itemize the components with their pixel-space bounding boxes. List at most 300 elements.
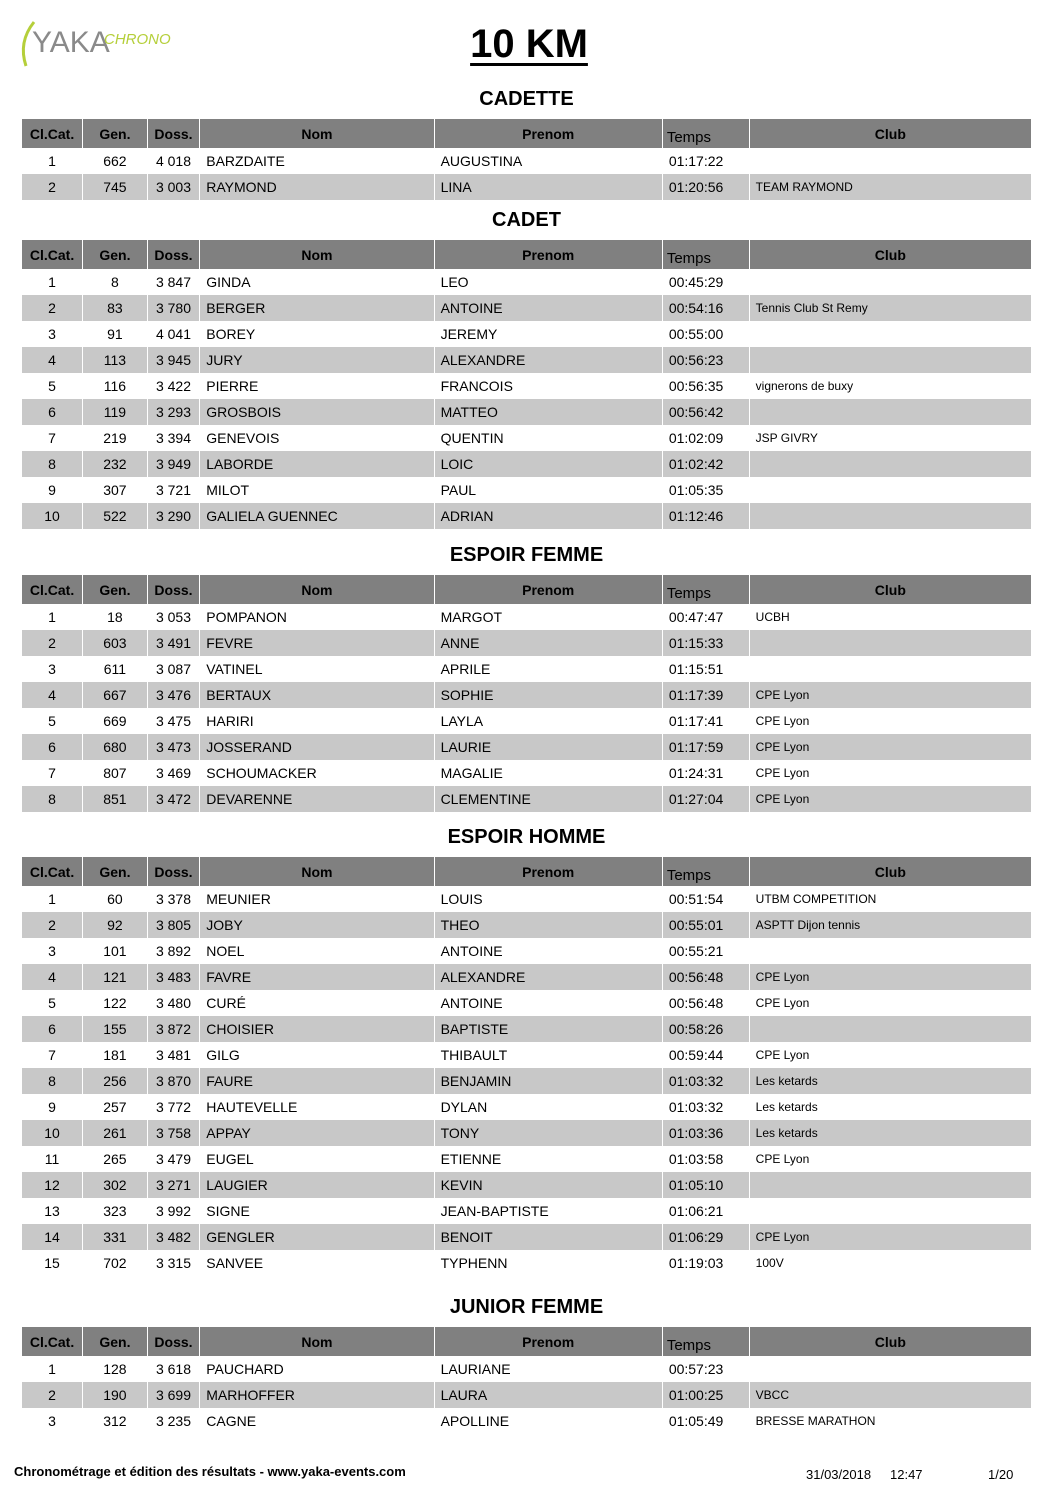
col-gen-header: Gen. — [83, 857, 148, 886]
table-header-row — [22, 1327, 1031, 1356]
club-cell: UCBH — [755, 610, 790, 624]
bib-cell: 3 847 — [147, 269, 200, 295]
firstname-cell: ALEXANDRE — [434, 347, 662, 373]
gen-cell: 257 — [83, 1094, 148, 1120]
time-cell: 00:51:54 — [662, 886, 749, 912]
gen-cell: 745 — [83, 174, 148, 200]
gen-cell: 60 — [83, 886, 148, 912]
col-gen-header: Gen. — [83, 240, 148, 269]
rank-cell: 1 — [22, 148, 83, 174]
club-cell: CPE Lyon — [755, 996, 810, 1010]
time-cell: 00:57:23 — [662, 1356, 749, 1382]
rank-cell: 5 — [22, 373, 83, 399]
club-cell — [749, 269, 1031, 295]
bib-cell: 3 805 — [147, 912, 200, 938]
col-temps-header: Temps — [662, 575, 749, 604]
name-cell: LABORDE — [200, 451, 434, 477]
club-cell: ASPTT Dijon tennis — [749, 912, 1031, 938]
firstname-cell: APRILE — [434, 656, 662, 682]
rank-cell: 6 — [22, 399, 83, 425]
time-cell: 01:17:39 — [662, 682, 749, 708]
col-gen-header: Gen. — [83, 575, 148, 604]
gen-cell: 232 — [83, 451, 148, 477]
time-cell: 01:05:10 — [662, 1172, 749, 1198]
col-doss-header: Doss. — [147, 119, 200, 148]
results-table — [22, 857, 1031, 1276]
table-row — [22, 1042, 1031, 1068]
bib-cell: 3 480 — [147, 990, 200, 1016]
name-cell: FAVRE — [200, 964, 434, 990]
table-row — [22, 373, 1031, 399]
table-row — [22, 938, 1031, 964]
col-clcat-header: Cl.Cat. — [22, 1327, 83, 1356]
gen-cell: 611 — [83, 656, 148, 682]
club-cell: CPE Lyon — [755, 1048, 810, 1062]
col-clcat-header: Cl.Cat. — [22, 119, 83, 148]
rank-cell: 15 — [22, 1250, 83, 1276]
bib-cell: 3 422 — [147, 373, 200, 399]
firstname-cell: LOUIS — [434, 886, 662, 912]
gen-cell: 851 — [83, 786, 148, 812]
col-doss-header: Doss. — [147, 857, 200, 886]
time-cell: 00:56:23 — [662, 347, 749, 373]
time-cell: 00:59:44 — [662, 1042, 749, 1068]
firstname-cell: ANNE — [434, 630, 662, 656]
results-table — [22, 1327, 1031, 1434]
firstname-cell: AUGUSTINA — [434, 148, 662, 174]
category-title: ESPOIR HOMME — [447, 826, 606, 848]
time-cell: 00:56:35 — [662, 373, 749, 399]
bib-cell: 3 872 — [147, 1016, 200, 1042]
name-cell: VATINEL — [200, 656, 434, 682]
club-cell — [749, 656, 1031, 682]
rank-cell: 3 — [22, 321, 83, 347]
category-title: ESPOIR FEMME — [449, 544, 604, 566]
time-cell: 01:05:35 — [662, 477, 749, 503]
club-cell: CPE Lyon — [749, 1224, 1031, 1250]
name-cell: MARHOFFER — [200, 1382, 434, 1408]
firstname-cell: LINA — [434, 174, 662, 200]
time-cell: 01:03:32 — [662, 1068, 749, 1094]
time-cell: 00:55:21 — [662, 938, 749, 964]
name-cell: BARZDAITE — [200, 148, 434, 174]
firstname-cell: PAUL — [434, 477, 662, 503]
name-cell: BERTAUX — [200, 682, 434, 708]
bib-cell: 3 293 — [147, 399, 200, 425]
bib-cell: 3 003 — [147, 174, 200, 200]
table-row — [22, 269, 1031, 295]
bib-cell: 3 271 — [147, 1172, 200, 1198]
bib-cell: 3 087 — [147, 656, 200, 682]
gen-cell: 669 — [83, 708, 148, 734]
club-cell: CPE Lyon — [755, 766, 810, 780]
table-row — [22, 321, 1031, 347]
name-cell: CAGNE — [200, 1408, 434, 1434]
rank-cell: 9 — [22, 1094, 83, 1120]
club-cell — [749, 1016, 1031, 1042]
table-row — [22, 708, 1031, 734]
club-cell: CPE Lyon — [755, 714, 810, 728]
firstname-cell: BENOIT — [434, 1224, 662, 1250]
club-cell: Les ketards — [755, 1100, 818, 1114]
time-cell: 01:06:29 — [662, 1224, 749, 1250]
bib-cell: 3 378 — [147, 886, 200, 912]
name-cell: GILG — [200, 1042, 434, 1068]
gen-cell: 128 — [83, 1356, 148, 1382]
time-cell: 01:15:51 — [662, 656, 749, 682]
table-row — [22, 1408, 1031, 1434]
gen-cell: 155 — [83, 1016, 148, 1042]
gen-cell: 181 — [83, 1042, 148, 1068]
rank-cell: 4 — [22, 682, 83, 708]
results-table — [22, 240, 1031, 529]
name-cell: PIERRE — [200, 373, 434, 399]
rank-cell: 3 — [22, 938, 83, 964]
table-row — [22, 1172, 1031, 1198]
svg-text:YAKA: YAKA — [32, 26, 110, 59]
name-cell: BERGER — [200, 295, 434, 321]
bib-cell: 3 472 — [147, 786, 200, 812]
rank-cell: 10 — [22, 1120, 83, 1146]
bib-cell: 3 721 — [147, 477, 200, 503]
firstname-cell: SOPHIE — [434, 682, 662, 708]
table-row — [22, 425, 1031, 451]
bib-cell: 3 772 — [147, 1094, 200, 1120]
bib-cell: 3 758 — [147, 1120, 200, 1146]
gen-cell: 312 — [83, 1408, 148, 1434]
table-row — [22, 964, 1031, 990]
table-row — [22, 760, 1031, 786]
time-cell: 01:17:22 — [662, 148, 749, 174]
name-cell: GINDA — [200, 269, 434, 295]
col-prenom-header: Prenom — [434, 119, 662, 148]
table-row — [22, 347, 1031, 373]
table-row — [22, 1250, 1031, 1276]
club-cell: vignerons de buxy — [755, 379, 854, 393]
table-row — [22, 630, 1031, 656]
gen-cell: 667 — [83, 682, 148, 708]
table-row — [22, 399, 1031, 425]
gen-cell: 302 — [83, 1172, 148, 1198]
name-cell: MILOT — [200, 477, 434, 503]
rank-cell: 2 — [22, 1382, 83, 1408]
club-cell — [749, 1172, 1031, 1198]
name-cell: APPAY — [200, 1120, 434, 1146]
time-cell: 00:55:00 — [662, 321, 749, 347]
club-cell — [749, 630, 1031, 656]
time-cell: 01:03:32 — [662, 1094, 749, 1120]
bib-cell: 3 618 — [147, 1356, 200, 1382]
table-row — [22, 886, 1031, 912]
firstname-cell: LAURA — [434, 1382, 662, 1408]
club-cell: CPE Lyon — [749, 734, 1031, 760]
table-row — [22, 451, 1031, 477]
rank-cell: 2 — [22, 630, 83, 656]
firstname-cell: JEAN-BAPTISTE — [434, 1198, 662, 1224]
table-row — [22, 1146, 1031, 1172]
table-header-row — [22, 240, 1031, 269]
rank-cell: 5 — [22, 990, 83, 1016]
time-cell: 01:12:46 — [662, 503, 749, 529]
time-cell: 01:02:09 — [662, 425, 749, 451]
club-cell — [749, 1356, 1031, 1382]
club-cell: CPE Lyon — [749, 786, 1031, 812]
club-cell — [749, 399, 1031, 425]
results-table — [22, 119, 1031, 200]
rank-cell: 7 — [22, 1042, 83, 1068]
table-row — [22, 1120, 1031, 1146]
rank-cell: 3 — [22, 656, 83, 682]
col-temps-header: Temps — [662, 857, 749, 886]
rank-cell: 7 — [22, 760, 83, 786]
bib-cell: 3 491 — [147, 630, 200, 656]
gen-cell: 323 — [83, 1198, 148, 1224]
firstname-cell: TONY — [434, 1120, 662, 1146]
name-cell: FAURE — [200, 1068, 434, 1094]
bib-cell: 4 018 — [147, 148, 200, 174]
time-cell: 01:06:21 — [662, 1198, 749, 1224]
firstname-cell: ANTOINE — [434, 295, 662, 321]
table-row — [22, 656, 1031, 682]
rank-cell: 8 — [22, 1068, 83, 1094]
gen-cell: 807 — [83, 760, 148, 786]
club-cell: CPE Lyon — [749, 964, 1031, 990]
bib-cell: 3 945 — [147, 347, 200, 373]
table-row — [22, 1382, 1031, 1408]
col-nom-header: Nom — [200, 1327, 434, 1356]
name-cell: SCHOUMACKER — [200, 760, 434, 786]
rank-cell: 3 — [22, 1408, 83, 1434]
col-clcat-header: Cl.Cat. — [22, 240, 83, 269]
time-cell: 01:17:59 — [662, 734, 749, 760]
table-row — [22, 174, 1031, 200]
col-club-header: Club — [749, 240, 1031, 269]
name-cell: JOBY — [200, 912, 434, 938]
club-cell — [749, 938, 1031, 964]
time-cell: 00:56:48 — [662, 990, 749, 1016]
bib-cell: 3 476 — [147, 682, 200, 708]
col-doss-header: Doss. — [147, 240, 200, 269]
name-cell: FEVRE — [200, 630, 434, 656]
gen-cell: 91 — [83, 321, 148, 347]
time-cell: 01:00:25 — [662, 1382, 749, 1408]
firstname-cell: BAPTISTE — [434, 1016, 662, 1042]
firstname-cell: ETIENNE — [434, 1146, 662, 1172]
col-doss-header: Doss. — [147, 575, 200, 604]
firstname-cell: KEVIN — [434, 1172, 662, 1198]
name-cell: NOEL — [200, 938, 434, 964]
col-temps-header: Temps — [662, 240, 749, 269]
col-gen-header: Gen. — [83, 1327, 148, 1356]
gen-cell: 116 — [83, 373, 148, 399]
name-cell: MEUNIER — [200, 886, 434, 912]
club-cell — [749, 477, 1031, 503]
rank-cell: 11 — [22, 1146, 83, 1172]
gen-cell: 603 — [83, 630, 148, 656]
gen-cell: 113 — [83, 347, 148, 373]
results-table — [22, 575, 1031, 812]
name-cell: GROSBOIS — [200, 399, 434, 425]
name-cell: HAUTEVELLE — [200, 1094, 434, 1120]
firstname-cell: BENJAMIN — [434, 1068, 662, 1094]
time-cell: 01:27:04 — [662, 786, 749, 812]
gen-cell: 92 — [83, 912, 148, 938]
time-cell: 01:03:58 — [662, 1146, 749, 1172]
col-prenom-header: Prenom — [434, 575, 662, 604]
bib-cell: 3 473 — [147, 734, 200, 760]
gen-cell: 265 — [83, 1146, 148, 1172]
gen-cell: 662 — [83, 148, 148, 174]
col-club-header: Club — [749, 119, 1031, 148]
category-title: CADETTE — [479, 88, 574, 110]
firstname-cell: LAURIE — [434, 734, 662, 760]
rank-cell: 1 — [22, 269, 83, 295]
table-header-row — [22, 119, 1031, 148]
table-row — [22, 990, 1031, 1016]
club-cell: Tennis Club St Remy — [749, 295, 1031, 321]
name-cell: CURÉ — [200, 990, 434, 1016]
table-row — [22, 1016, 1031, 1042]
rank-cell: 10 — [22, 503, 83, 529]
name-cell: SANVEE — [200, 1250, 434, 1276]
bib-cell: 3 699 — [147, 1382, 200, 1408]
name-cell: DEVARENNE — [200, 786, 434, 812]
gen-cell: 18 — [83, 604, 148, 630]
col-temps-header: Temps — [662, 119, 749, 148]
time-cell: 01:05:49 — [662, 1408, 749, 1434]
rank-cell: 14 — [22, 1224, 83, 1250]
rank-cell: 1 — [22, 886, 83, 912]
footer-credit: Chronométrage et édition des résultats - www.yaka-events.com — [14, 1464, 406, 1479]
footer-page-number: 1/20 — [988, 1467, 1014, 1482]
firstname-cell: TYPHENN — [434, 1250, 662, 1276]
page-title: 10 KM — [470, 22, 588, 66]
rank-cell: 2 — [22, 912, 83, 938]
table-row — [22, 1356, 1031, 1382]
club-cell: TEAM RAYMOND — [749, 174, 1031, 200]
time-cell: 00:55:01 — [662, 912, 749, 938]
table-row — [22, 604, 1031, 630]
rank-cell: 2 — [22, 174, 83, 200]
gen-cell: 8 — [83, 269, 148, 295]
gen-cell: 680 — [83, 734, 148, 760]
table-row — [22, 1068, 1031, 1094]
club-cell — [749, 321, 1031, 347]
firstname-cell: FRANCOIS — [434, 373, 662, 399]
col-clcat-header: Cl.Cat. — [22, 857, 83, 886]
firstname-cell: LAURIANE — [434, 1356, 662, 1382]
table-row — [22, 295, 1031, 321]
firstname-cell: MARGOT — [434, 604, 662, 630]
time-cell: 01:03:36 — [662, 1120, 749, 1146]
gen-cell: 119 — [83, 399, 148, 425]
time-cell: 00:54:16 — [662, 295, 749, 321]
firstname-cell: DYLAN — [434, 1094, 662, 1120]
col-club-header: Club — [749, 575, 1031, 604]
time-cell: 01:17:41 — [662, 708, 749, 734]
firstname-cell: LAYLA — [434, 708, 662, 734]
gen-cell: 122 — [83, 990, 148, 1016]
col-nom-header: Nom — [200, 119, 434, 148]
club-cell: Les ketards — [749, 1068, 1031, 1094]
col-nom-header: Nom — [200, 857, 434, 886]
club-cell — [749, 503, 1031, 529]
rank-cell: 9 — [22, 477, 83, 503]
firstname-cell: ALEXANDRE — [434, 964, 662, 990]
time-cell: 00:47:47 — [662, 604, 749, 630]
name-cell: HARIRI — [200, 708, 434, 734]
category-title: CADET — [492, 209, 561, 231]
gen-cell: 219 — [83, 425, 148, 451]
table-row — [22, 1198, 1031, 1224]
footer-time: 12:47 — [890, 1467, 923, 1482]
firstname-cell: MATTEO — [434, 399, 662, 425]
name-cell: SIGNE — [200, 1198, 434, 1224]
col-nom-header: Nom — [200, 240, 434, 269]
firstname-cell: LEO — [434, 269, 662, 295]
table-row — [22, 1094, 1031, 1120]
name-cell: GENEVOIS — [200, 425, 434, 451]
name-cell: GALIELA GUENNEC — [200, 503, 434, 529]
club-cell — [749, 347, 1031, 373]
rank-cell: 7 — [22, 425, 83, 451]
time-cell: 00:45:29 — [662, 269, 749, 295]
firstname-cell: JEREMY — [434, 321, 662, 347]
name-cell: BOREY — [200, 321, 434, 347]
svg-text:CHRONO: CHRONO — [104, 31, 171, 48]
rank-cell: 2 — [22, 295, 83, 321]
club-cell — [749, 148, 1031, 174]
rank-cell: 1 — [22, 604, 83, 630]
name-cell: JOSSERAND — [200, 734, 434, 760]
category-title: JUNIOR FEMME — [449, 1296, 604, 1318]
club-cell: UTBM COMPETITION — [755, 892, 877, 906]
name-cell: GENGLER — [200, 1224, 434, 1250]
table-row — [22, 503, 1031, 529]
name-cell: RAYMOND — [200, 174, 434, 200]
table-header-row — [22, 857, 1031, 886]
rank-cell: 13 — [22, 1198, 83, 1224]
time-cell: 01:02:42 — [662, 451, 749, 477]
rank-cell: 12 — [22, 1172, 83, 1198]
table-row — [22, 734, 1031, 760]
gen-cell: 83 — [83, 295, 148, 321]
time-cell: 00:58:26 — [662, 1016, 749, 1042]
col-temps-header: Temps — [662, 1327, 749, 1356]
name-cell: PAUCHARD — [200, 1356, 434, 1382]
club-cell: Les ketards — [749, 1120, 1031, 1146]
bib-cell: 3 892 — [147, 938, 200, 964]
time-cell: 01:15:33 — [662, 630, 749, 656]
time-cell: 01:24:31 — [662, 760, 749, 786]
club-cell: VBCC — [749, 1382, 1031, 1408]
table-row — [22, 1224, 1031, 1250]
gen-cell: 121 — [83, 964, 148, 990]
rank-cell: 8 — [22, 451, 83, 477]
time-cell: 00:56:48 — [662, 964, 749, 990]
firstname-cell: THIBAULT — [434, 1042, 662, 1068]
time-cell: 01:19:03 — [662, 1250, 749, 1276]
bib-cell: 3 482 — [147, 1224, 200, 1250]
table-row — [22, 912, 1031, 938]
col-prenom-header: Prenom — [434, 1327, 662, 1356]
gen-cell: 190 — [83, 1382, 148, 1408]
club-cell — [749, 1198, 1031, 1224]
gen-cell: 331 — [83, 1224, 148, 1250]
name-cell: CHOISIER — [200, 1016, 434, 1042]
bib-cell: 3 053 — [147, 604, 200, 630]
gen-cell: 101 — [83, 938, 148, 964]
